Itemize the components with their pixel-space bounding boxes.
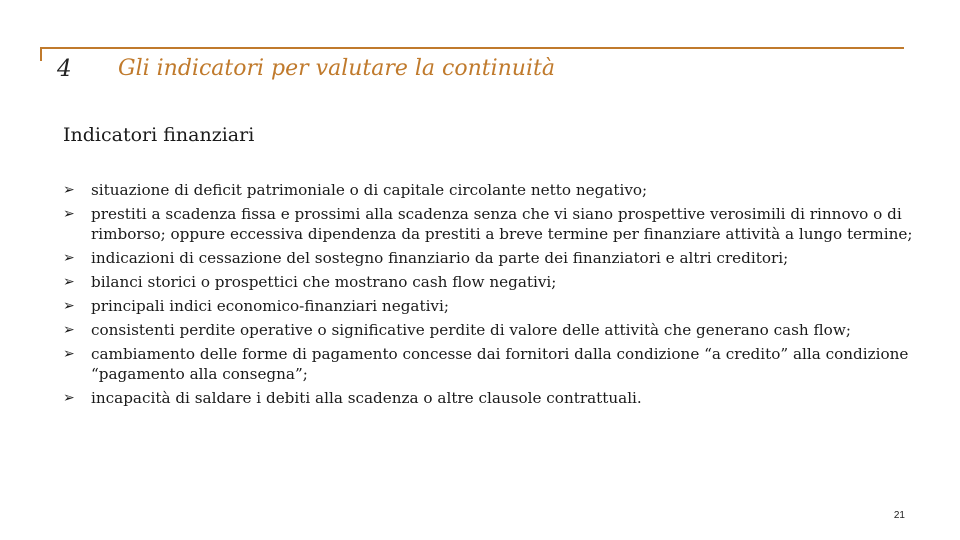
header-rule-corner: [40, 47, 42, 61]
list-item-text: incapacità di saldare i debiti alla scadenza o altre clausole contrattuali.: [91, 389, 642, 407]
indicator-list: [63, 180, 913, 412]
list-item: [63, 272, 913, 292]
list-item-text: bilanci storici o prospettici che mostrano cash flow negativi;: [91, 273, 557, 291]
list-item-text: principali indici economico-finanziari negativi;: [91, 297, 449, 315]
page-number: 21: [893, 510, 905, 521]
list-item: [63, 296, 913, 316]
list-item-text: prestiti a scadenza fissa e prossimi alla scadenza senza che vi siano prospettive verosimili di rinnovo o di rimborso; oppure eccessiva dipendenza da prestiti a breve termine per finanziare attività a lungo termine;: [91, 205, 913, 243]
list-item-text: situazione di deficit patrimoniale o di capitale circolante netto negativo;: [91, 181, 648, 199]
arrowhead-bullet-icon: ➢: [63, 250, 75, 266]
list-item-text: cambiamento delle forme di pagamento concesse dai fornitori dalla condizione “a credito” alla condizione “pagamento alla consegna”;: [91, 345, 909, 383]
list-item-text: consistenti perdite operative o significative perdite di valore delle attività che generano cash flow;: [91, 321, 851, 339]
arrowhead-bullet-icon: ➢: [63, 274, 75, 290]
arrowhead-bullet-icon: ➢: [63, 182, 75, 198]
arrowhead-bullet-icon: ➢: [63, 346, 75, 362]
arrowhead-bullet-icon: ➢: [63, 298, 75, 314]
list-item: [63, 320, 913, 340]
arrowhead-bullet-icon: ➢: [63, 206, 75, 222]
list-item: [63, 248, 913, 268]
section-number: 4: [57, 56, 72, 82]
list-item: [63, 388, 913, 408]
arrowhead-bullet-icon: ➢: [63, 322, 75, 338]
list-item: [63, 204, 913, 244]
header-rule: [40, 47, 904, 49]
slide-title: Gli indicatori per valutare la continuità: [118, 56, 555, 81]
list-item: [63, 344, 913, 384]
list-item-text: indicazioni di cessazione del sostegno finanziario da parte dei finanziatori e altri creditori;: [91, 249, 789, 267]
list-item: [63, 180, 913, 200]
section-subtitle: Indicatori finanziari: [63, 124, 255, 146]
arrowhead-bullet-icon: ➢: [63, 390, 75, 406]
